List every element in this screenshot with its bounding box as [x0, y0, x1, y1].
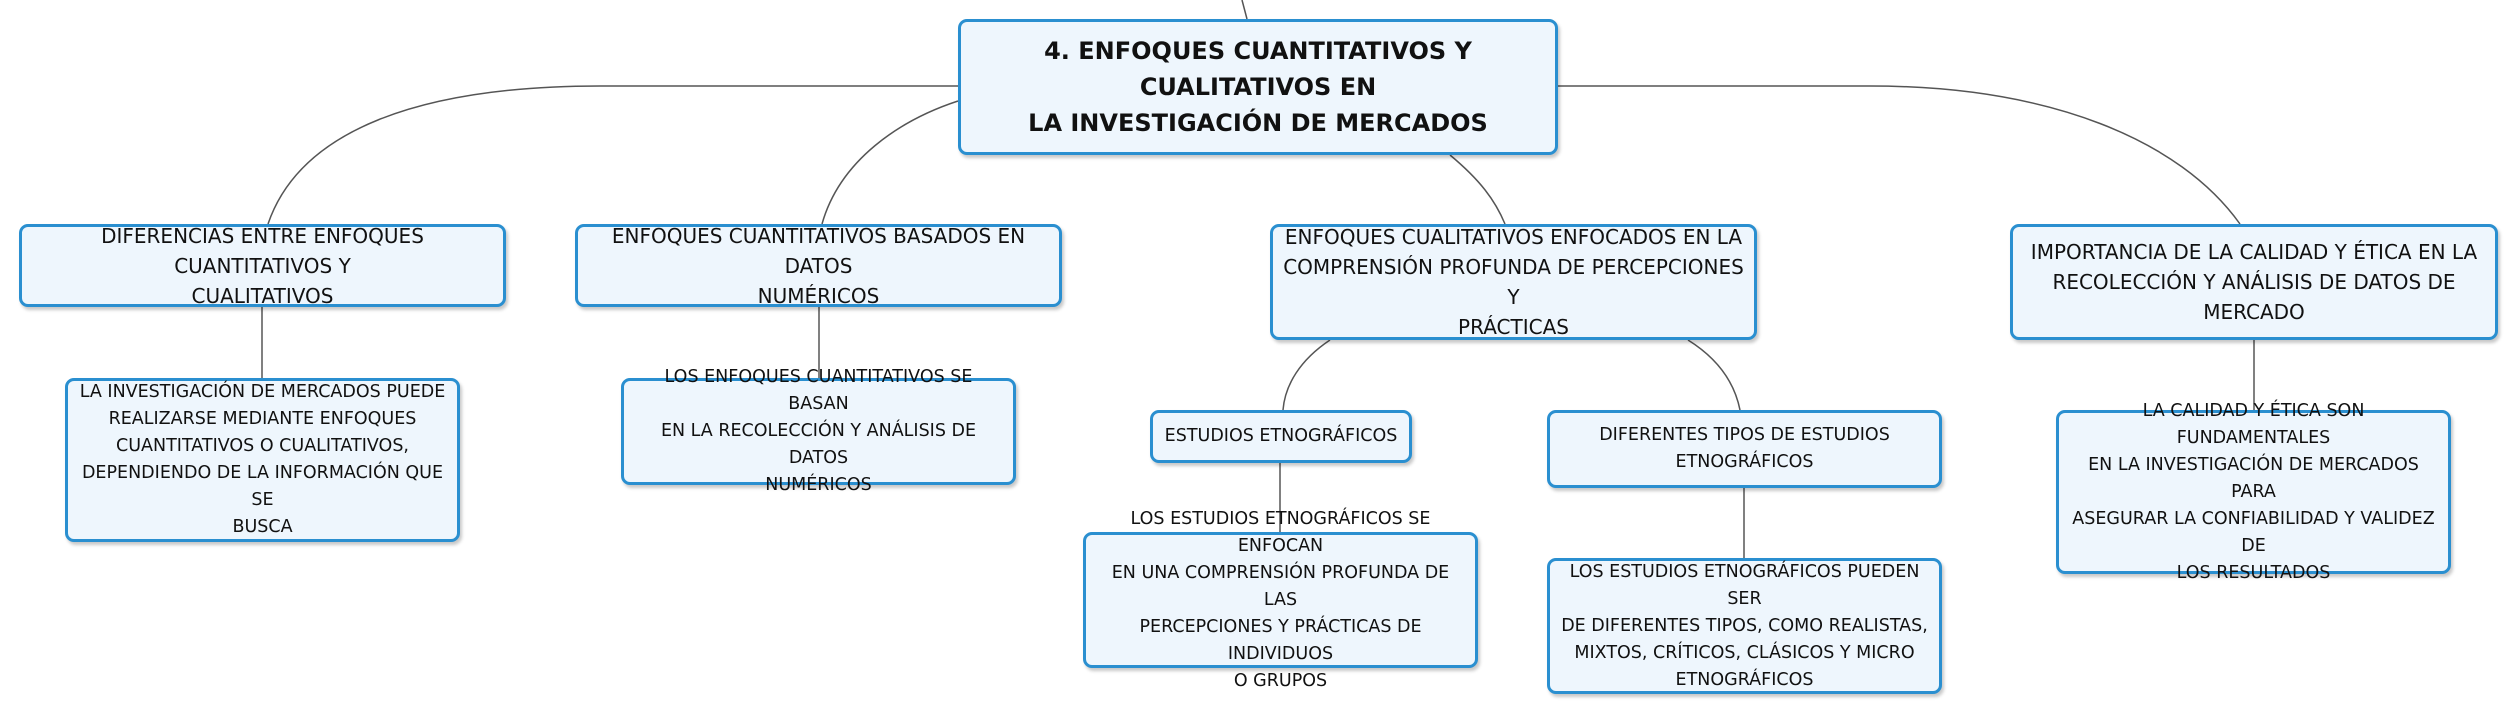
subtopic-quantitative-detail[interactable]: LOS ENFOQUES CUANTITATIVOS SE BASAN EN LA RECOLECCIÓN Y ANÁLISIS DE DATOS NUMÉRICOS: [621, 378, 1016, 485]
subtopic-ethnographic-studies-detail[interactable]: LOS ESTUDIOS ETNOGRÁFICOS SE ENFOCAN EN UNA COMPRENSIÓN PROFUNDA DE LAS PERCEPCIONES Y PRÁCTICAS DE INDIVIDUOS O GRUPOS: [1083, 532, 1478, 668]
central-topic[interactable]: 4. ENFOQUES CUANTITATIVOS Y CUALITATIVOS EN LA INVESTIGACIÓN DE MERCADOS: [958, 19, 1558, 155]
connector-root-to-qualitative: [1450, 155, 1505, 224]
topic-quantitative-numeric-data[interactable]: ENFOQUES CUANTITATIVOS BASADOS EN DATOS NUMÉRICOS: [575, 224, 1062, 307]
connector-root-to-quality-ethics: [1558, 86, 2240, 224]
connector-root-to-differences: [268, 86, 958, 224]
topic-differences-quantitative-qualitative[interactable]: DIFERENCIAS ENTRE ENFOQUES CUANTITATIVOS Y CUALITATIVOS: [19, 224, 506, 307]
subtopic-ethnographic-types-detail[interactable]: LOS ESTUDIOS ETNOGRÁFICOS PUEDEN SER DE DIFERENTES TIPOS, COMO REALISTAS, MIXTOS, CRÍTICOS, CLÁSICOS Y MICRO ETNOGRÁFICOS: [1547, 558, 1942, 694]
connector-root-to-quantitative: [822, 101, 958, 224]
connector-qualitative-to-types: [1688, 340, 1740, 410]
subtopic-ethnographic-studies[interactable]: ESTUDIOS ETNOGRÁFICOS: [1150, 410, 1412, 463]
connector-to-parent-topic: [1242, 0, 1247, 19]
topic-qualitative-deep-understanding[interactable]: ENFOQUES CUALITATIVOS ENFOCADOS EN LA COMPRENSIÓN PROFUNDA DE PERCEPCIONES Y PRÁCTICAS: [1270, 224, 1757, 340]
topic-quality-ethics-data-collection[interactable]: IMPORTANCIA DE LA CALIDAD Y ÉTICA EN LA RECOLECCIÓN Y ANÁLISIS DE DATOS DE MERCADO: [2010, 224, 2498, 340]
subtopic-quality-ethics-detail[interactable]: LA CALIDAD Y ÉTICA SON FUNDAMENTALES EN LA INVESTIGACIÓN DE MERCADOS PARA ASEGURAR LA CONFIABILIDAD Y VALIDEZ DE LOS RESULTADOS: [2056, 410, 2451, 574]
subtopic-differences-detail[interactable]: LA INVESTIGACIÓN DE MERCADOS PUEDE REALIZARSE MEDIANTE ENFOQUES CUANTITATIVOS O CUALITATIVOS, DEPENDIENDO DE LA INFORMACIÓN QUE SE BUSCA: [65, 378, 460, 542]
subtopic-ethnographic-study-types[interactable]: DIFERENTES TIPOS DE ESTUDIOS ETNOGRÁFICOS: [1547, 410, 1942, 488]
connector-qualitative-to-ethnographic: [1283, 340, 1330, 410]
